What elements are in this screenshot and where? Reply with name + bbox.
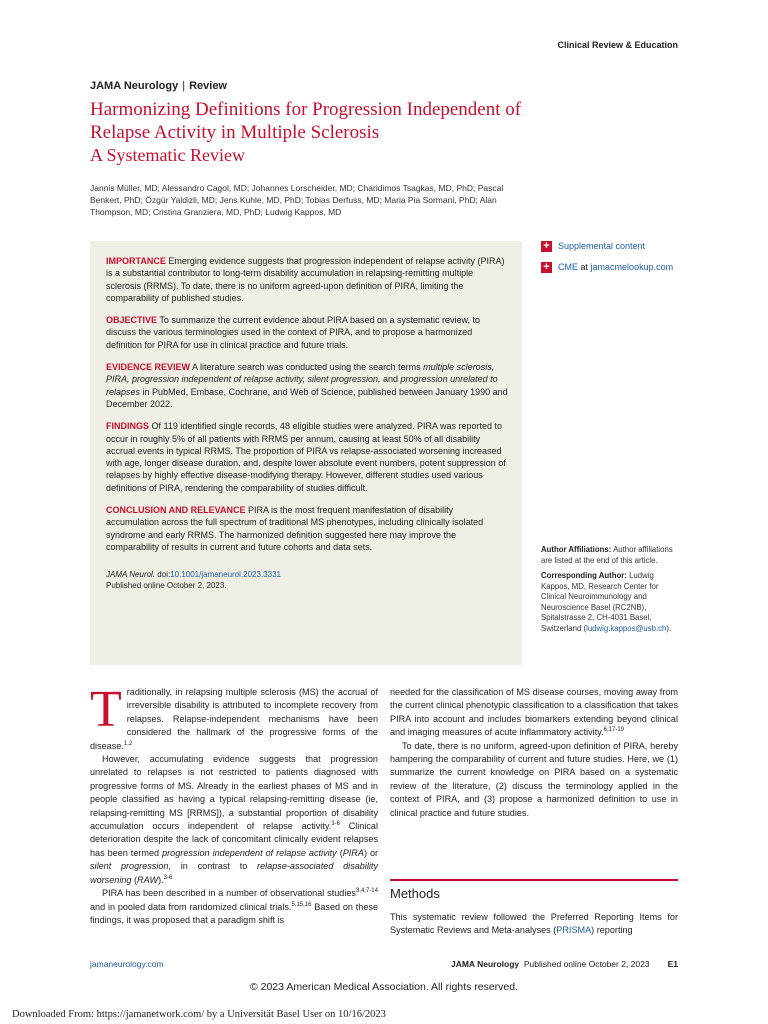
cme-label: CME <box>558 262 578 272</box>
abstract-conclusion <box>106 504 508 553</box>
corresponding-author <box>541 571 681 634</box>
evidence-terms-2: progression unrelated to relapses <box>106 374 498 397</box>
corresponding-heading: Corresponding Author: <box>541 571 627 580</box>
affiliations-text: Author affiliations are listed at the end of this article. <box>541 545 673 565</box>
p2-pira-open: ( <box>339 847 343 858</box>
p3-text-b: and in pooled data from randomized clinical trials. <box>90 901 292 912</box>
author-list: Jannis Müller, MD; Alessandro Cagol, MD; Johannes Lorscheider, MD; Charidimos Tsagkas, MD, PhD; Pascal Benkert, PhD; Özgür Yaldizli, MD; Jens Kuhle, MD, PhD; Tobias Derfuss, MD; Maria Pia Sormani, PhD; Alan Thompson, MD; Cristina Granziera, MD, PhD; Ludwig Kappos, MD <box>90 183 504 217</box>
methods-text-a: This systematic review followed the Preferred Reporting Items for Systematic Reviews and Meta-analyses ( <box>390 912 678 936</box>
citation-doi-label: doi: <box>157 570 171 580</box>
p2-text-a: However, accumulating evidence suggests that progression unrelated to relapses is not restricted to patients diagnosed with progressive forms of MS. Already in the earliest phases of MS and in people classified as having a typical relapsing-remitting disease (ie, relapsing-remitting MS [RRMS]), a substantial proportion of disability accumulation occurs independent of relapse activity. <box>90 754 378 832</box>
intro-text-1: raditionally, in relapsing multiple sclerosis (MS) the accrual of irreversible disability is attributed to incomplete recovery from relapses. Relapse-independent mechanisms have been considered the hallmark of the progressive forms of the disease. <box>90 687 378 751</box>
evidence-heading: EVIDENCE REVIEW <box>106 362 191 373</box>
plus-icon: + <box>541 241 552 252</box>
drop-cap: T <box>90 681 122 738</box>
abstract-findings <box>106 420 508 494</box>
citation-doi-link[interactable]: 10.1001/jamaneurol.2023.3331 <box>170 570 281 580</box>
intro-paragraph-1 <box>90 681 378 753</box>
article-type: Review <box>189 80 227 92</box>
download-notice: Downloaded From: https://jamanetwork.com/ by a Universität Basel User on 10/16/2023 <box>12 1009 386 1020</box>
side-links <box>541 240 673 282</box>
conclusion-text: PIRA is the most frequent manifestation of disability accumulation across the full spectrum of traditional MS phenotypes, including clinically isolated syndrome and early RRMS. The harmonized definition suggested here may improve the comparability of results in current and future cohorts and data sets. <box>106 505 484 552</box>
ref: 3-6 <box>163 874 173 881</box>
journal-header <box>90 80 227 92</box>
importance-text: Emerging evidence suggests that progression independent of relapse activity (PIRA) is a substantial contributor to long-term disability accumulation in relapsing-remitting multiple sclerosis (RRMS). To date, there is no uniform agreed-upon definition of PIRA, limiting the comparability of published studies. <box>106 256 505 303</box>
cme-at: at <box>580 262 589 272</box>
methods-text-b: ) reporting <box>591 925 633 936</box>
p2-pira: PIRA <box>342 847 364 858</box>
p2-term-1: progression independent of relapse activity <box>162 847 337 858</box>
evidence-text-2: in PubMed, Embase, Cochrane, and Web of Science, published between January 1990 and December 2022. <box>106 386 508 409</box>
supplemental-link[interactable] <box>541 240 673 252</box>
ref: 3-6 <box>331 821 340 828</box>
p3-text-c: Based on these findings, it was proposed that a paradigm shift is <box>90 901 379 925</box>
footer-journal-info <box>451 959 678 969</box>
citation-journal: JAMA Neurol. <box>106 570 156 580</box>
methods-paragraph <box>390 911 678 938</box>
conclusion-heading: CONCLUSION AND RELEVANCE <box>106 505 246 516</box>
findings-heading: FINDINGS <box>106 421 150 432</box>
p2-raw: RAW <box>137 874 159 885</box>
objective-text: To summarize the current evidence about PIRA based on a systematic review, to discuss the various terminologies used in the context of PIRA, and to propose a harmonized definition for PIRA for use in clinical practice and future trials. <box>106 315 481 350</box>
col2-paragraph-2: To date, there is no uniform, agreed-upon definition of PIRA, hereby hampering the comparability of current and future studies. Here, we (1) summarize the current knowledge on PIRA based on a systematic review of the literature, (2) discuss the terminology applied in the context of PIRA, and (3) propose a harmonized definition to use in clinical practice and future studies. <box>390 740 678 818</box>
p2-term-3: relapse-associated disability worsening <box>90 861 378 885</box>
body-column-1 <box>90 681 379 927</box>
article-title: Harmonizing Definitions for Progression Independent of Relapse Activity in Multiple Sclerosis <box>90 99 522 143</box>
plus-icon: + <box>541 262 552 273</box>
affiliations-heading: Author Affiliations: <box>541 545 612 554</box>
evidence-text-1: A literature search was conducted using the search terms <box>192 362 421 373</box>
copyright: © 2023 American Medical Association. All rights reserved. <box>249 981 519 993</box>
citation <box>106 569 508 591</box>
journal-name: JAMA Neurology <box>90 80 179 92</box>
abstract-importance <box>106 255 508 304</box>
corresponding-text: Ludwig Kappos, MD, Research Center for Clinical Neuroimmunology and Neuroscience Basel (RC2NB), Spitalstrasse 2, CH-4031 Basel, Switzerland <box>541 571 659 633</box>
evidence-and: and <box>383 374 399 385</box>
page-number: E1 <box>667 959 678 969</box>
footer-journal: JAMA Neurology <box>450 959 520 969</box>
ref: 5,15,16 <box>291 901 312 908</box>
author-info-sidebar <box>541 545 681 639</box>
body-column-2 <box>390 686 678 820</box>
p2-term-2: silent progression, <box>90 861 172 872</box>
footer-published: Published online October 2, 2023 <box>523 959 650 969</box>
citation-published: Published online October 2, 2023. <box>106 581 227 591</box>
methods-text <box>390 911 678 938</box>
methods-heading: Methods <box>390 886 440 901</box>
importance-heading: IMPORTANCE <box>106 256 166 266</box>
col2-paragraph-1 <box>390 686 678 740</box>
p3-text-a: PIRA has been described in a number of observational studies <box>102 888 356 899</box>
ref: 1,2 <box>123 740 133 747</box>
article-subtitle: A Systematic Review <box>90 145 245 165</box>
p2-text-f: ). <box>158 874 164 885</box>
ref: 6,17-19 <box>603 727 624 734</box>
cme-url[interactable]: jamacmelookup.com <box>590 262 674 272</box>
abstract-objective <box>106 314 508 351</box>
objective-heading: OBJECTIVE <box>106 315 158 326</box>
methods-divider <box>390 879 678 881</box>
evidence-terms: multiple sclerosis, PIRA, progression independent of relapse activity, silent progression, <box>106 362 495 385</box>
p2-text-e: ( <box>133 874 138 885</box>
supplemental-label: Supplemental content <box>558 241 646 251</box>
abstract-evidence <box>106 361 508 410</box>
col2-text-1: needed for the classification of MS disease courses, moving away from the current clinical phenotypic classification to a classification that takes PIRA into account and includes biomarkers extending beyond clinical and imaging measures of acute inflammatory activity. <box>390 687 678 738</box>
findings-text: Of 119 identified single records, 48 eligible studies were analyzed. PIRA was reported to occur in roughly 5% of all patients with RRMS per annum, causing at least 50% of all disability accrual events in typical RRMS. The proportion of PIRA vs relapse-associated worsening increased with age, longer disease duration, and, despite lower absolute event numbers, potent suppression of relapses by highly effective disease-modifying therapy. However, different studies used various definitions of PIRA, rendering the comparability of studies difficult. <box>106 421 506 493</box>
p2-text-d: in contrast to <box>180 861 248 872</box>
email-close-paren: ). <box>666 623 672 633</box>
cme-link[interactable] <box>541 261 673 273</box>
section-label: Clinical Review & Education <box>557 40 678 50</box>
author-affiliations <box>541 545 681 566</box>
email-link[interactable]: ludwig.kappos@usb.ch <box>586 623 667 633</box>
email-open-paren: ( <box>583 623 587 633</box>
p2-text-b: Clinical deterioration despite the lack of concomitant clinically evident relapses has been termed <box>90 821 378 858</box>
journal-separator: | <box>182 80 186 92</box>
ref: 3,4,7-14 <box>355 888 378 895</box>
footer-site-link[interactable]: jamaneurology.com <box>90 959 164 969</box>
p2-text-c: ) or <box>363 847 379 858</box>
abstract-box <box>90 241 522 665</box>
prisma-link[interactable]: PRISMA <box>556 925 592 936</box>
intro-paragraph-2 <box>90 753 378 887</box>
intro-paragraph-3 <box>90 887 378 927</box>
